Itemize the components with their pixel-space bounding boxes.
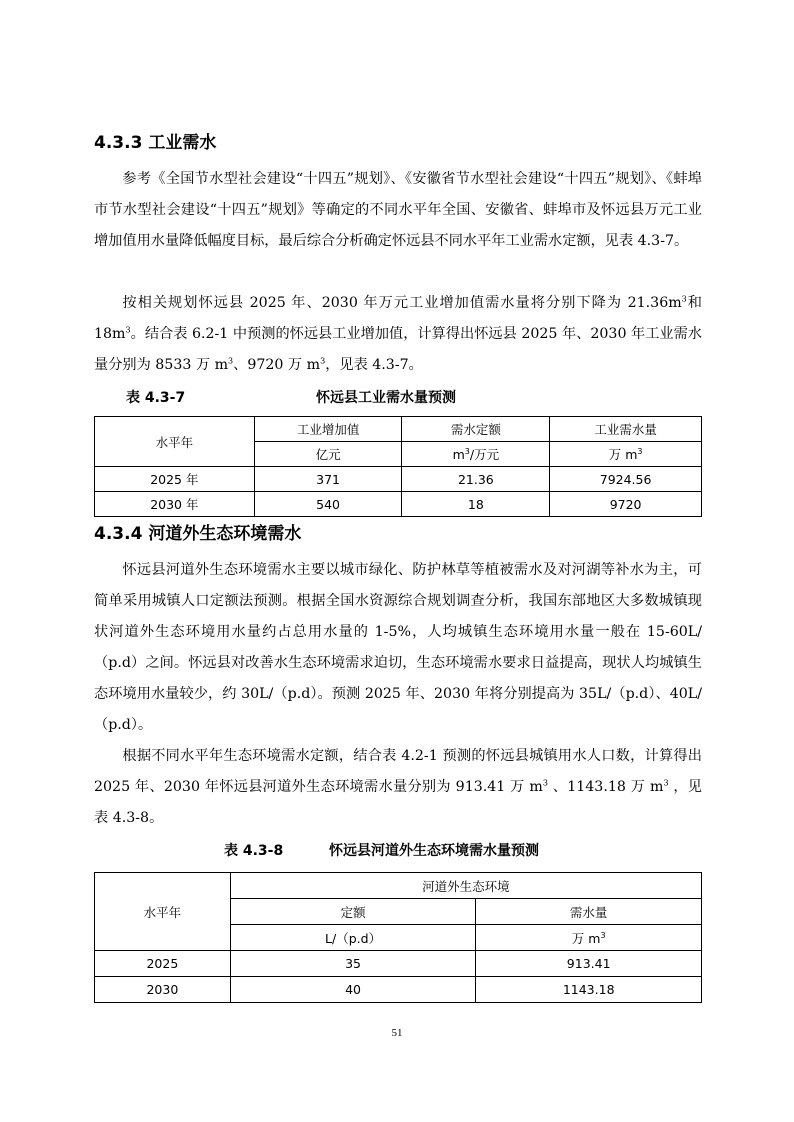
table-header-row (95, 417, 702, 442)
section-heading-4-3-4: 4.3.4 河道外生态环境需水 (94, 524, 302, 544)
unit-water-demand (476, 925, 702, 951)
paragraph-industrial-quota (94, 288, 702, 381)
superscript: 3 (637, 446, 643, 456)
superscript: 3 (600, 930, 606, 940)
unit-text: /万元 (469, 447, 500, 462)
superscript: 3 (663, 778, 669, 788)
superscript: 3 (125, 325, 131, 335)
cell-water-demand: 1143.18 (476, 977, 702, 1003)
cell-water-quota: 18 (402, 492, 550, 517)
header-industrial-value: 工业增加值 (254, 417, 402, 442)
cell-quota: 35 (230, 951, 476, 977)
paragraph-ecological-calculation (94, 741, 702, 834)
cell-year: 2030 年 (95, 492, 255, 517)
cell-year: 2025 (95, 951, 231, 977)
cell-industrial-value: 371 (254, 467, 402, 492)
cell-year: 2030 (95, 977, 231, 1003)
unit-water-quota (402, 442, 550, 467)
table-row (95, 951, 702, 977)
cell-industrial-value: 540 (254, 492, 402, 517)
ecological-water-demand-table (94, 872, 702, 1003)
text-fragment: ，见表 4.3-8。 (94, 779, 702, 826)
table-title: 怀远县工业需水量预测 (316, 390, 456, 406)
cell-water-demand: 7924.56 (550, 467, 702, 492)
text-fragment: 、9720 万 m (233, 357, 321, 373)
header-water-demand: 需水量 (476, 899, 702, 925)
header-water-demand: 工业需水量 (550, 417, 702, 442)
cell-water-quota: 21.36 (402, 467, 550, 492)
superscript: 3 (228, 356, 234, 366)
cell-quota: 40 (230, 977, 476, 1003)
text-fragment: 和 18m (94, 295, 702, 342)
paragraph-ecological-intro: 怀远县河道外生态环境需水主要以城市绿化、防护林草等植被需水及对河湖等补水为主，可简单采用城镇人口定额法预测。根据全国水资源综合规划调查分析，我国东部地区大多数城镇现状河道外生态环境用水量约占总用水量的 1-5%，人均城镇生态环境用水量一般在 15-60L/（p.d）之间。怀远县对改善水生态环境需求迫切，生态环境需水要求日益提高，现状人均城镇生态环境用水量较少，约 30L/（p.d）。预测 2025 年、2030 年将分别提高为 35L/（p.d）、40L/（p.d）。 (94, 562, 702, 733)
superscript: 3 (681, 294, 687, 304)
table-row (95, 467, 702, 492)
header-year: 水平年 (95, 873, 231, 951)
unit-industrial-value: 亿元 (254, 442, 402, 467)
table-header-row (95, 873, 702, 899)
cell-water-demand: 913.41 (476, 951, 702, 977)
table-title: 怀远县河道外生态环境需水量预测 (329, 843, 539, 859)
superscript: 3 (320, 356, 326, 366)
superscript: 3 (542, 778, 548, 788)
header-year: 水平年 (95, 417, 255, 467)
header-water-quota: 需水定额 (402, 417, 550, 442)
unit-water-demand (550, 442, 702, 467)
text-fragment: 。结合表 6.2-1 中预测的怀远县工业增加值，计算得出怀远县 2025 年、2030 年工业需水量分别为 8533 万 m (94, 326, 702, 373)
industrial-water-demand-table (94, 416, 702, 517)
unit-quota: L/（p.d） (230, 925, 476, 951)
unit-text: 万 m (608, 447, 638, 462)
header-quota: 定额 (230, 899, 476, 925)
header-group-ecological: 河道外生态环境 (230, 873, 701, 899)
paragraph-industrial-intro: 参考《全国节水型社会建设“十四五”规划》、《安徽省节水型社会建设“十四五”规划》、《蚌埠市节水型社会建设“十四五”规划》等确定的不同水平年全国、安徽省、蚌埠市及怀远县万元工业增加值用水量降低幅度目标，最后综合分析确定怀远县不同水平年工业需水定额，见表 4.3-7。 (94, 171, 702, 249)
section-heading-4-3-3: 4.3.3 工业需水 (94, 133, 217, 153)
text-fragment: 、1143.18 万 m (547, 779, 664, 795)
table-number: 表 4.3-8 (224, 843, 284, 859)
text-fragment: 按相关规划怀远县 2025 年、2030 年万元工业增加值需水量将分别下降为 21.36m (122, 295, 682, 311)
table-row (95, 492, 702, 517)
text-fragment: ，见表 4.3-7。 (325, 357, 423, 373)
cell-water-demand: 9720 (550, 492, 702, 517)
page-number: 51 (391, 1027, 403, 1039)
cell-year: 2025 年 (95, 467, 255, 492)
superscript: 3 (464, 446, 470, 456)
text-fragment: 根据不同水平年生态环境需水定额，结合表 4.2-1 预测的怀远县城镇用水人口数，计算得出 2025 年、2030 年怀远县河道外生态环境需水量分别为 913.41 万 m (94, 748, 702, 795)
unit-text: 万 m (571, 930, 601, 946)
unit-text: m (452, 447, 465, 462)
table-number: 表 4.3-7 (126, 390, 186, 406)
table-row (95, 977, 702, 1003)
